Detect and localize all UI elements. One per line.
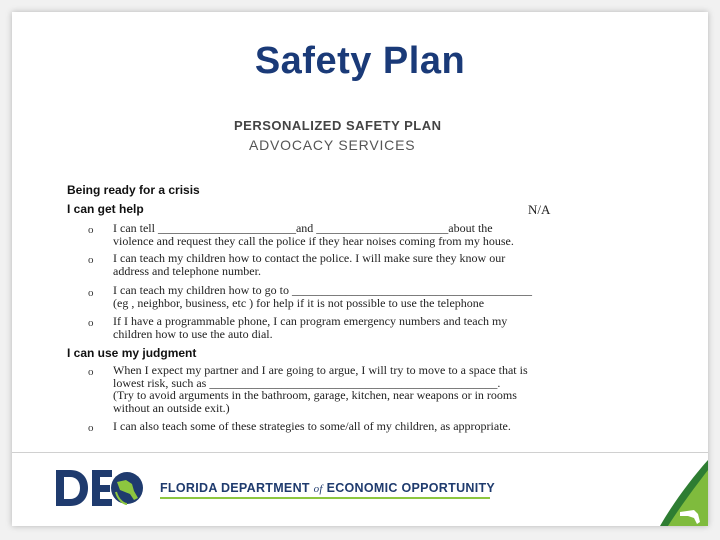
list-item (113, 364, 528, 414)
agency-underline (160, 497, 490, 499)
item-line: violence and request they call the police if they hear noises coming from my house. (113, 233, 514, 248)
list-bullet: o (88, 254, 94, 266)
document-subheading: ADVOCACY SERVICES (249, 137, 416, 153)
item-line: If I have a programmable phone, I can program emergency numbers and teach my (113, 314, 508, 328)
section-title-get-help: I can get help (67, 202, 144, 216)
list-item (113, 284, 532, 309)
list-bullet: o (88, 224, 94, 236)
item-line: address and telephone number. (113, 263, 261, 278)
item-line: (Try to avoid arguments in the bathroom, garage, kitchen, near weapons or in rooms (113, 388, 517, 402)
list-item (113, 252, 505, 277)
document-heading: PERSONALIZED SAFETY PLAN (234, 118, 442, 133)
item-line: I can tell _______________________and ______________________about the (113, 221, 493, 235)
section-title-judgment: I can use my judgment (67, 346, 197, 360)
item-line: without an outside exit.) (113, 400, 230, 415)
list-bullet: o (88, 317, 94, 329)
item-line: I can also teach some of these strategies to some/all of my children, as appropriate. (113, 419, 511, 433)
item-line: children how to use the auto dial. (113, 326, 273, 341)
florida-corner-graphic (660, 460, 708, 526)
item-line: lowest risk, such as ________________________________________________. (113, 375, 501, 390)
list-item (113, 315, 507, 340)
footer-divider (12, 452, 708, 453)
list-bullet: o (88, 287, 94, 299)
list-item (113, 420, 511, 433)
section-title-crisis: Being ready for a crisis (67, 183, 200, 197)
slide-title: Safety Plan (254, 40, 466, 82)
list-bullet: o (88, 422, 94, 434)
list-bullet: o (88, 366, 94, 378)
agency-name: FLORIDA DEPARTMENT of ECONOMIC OPPORTUNITY (160, 481, 496, 495)
list-item (113, 222, 514, 247)
item-line: I can teach my children how to go to ________________________________________ (113, 283, 532, 297)
item-line: I can teach my children how to contact the police. I will make sure they know our (113, 251, 506, 265)
item-line: (eg , neighbor, business, etc ) for help if it is not possible to use the telephone (113, 295, 485, 310)
deo-logo (54, 464, 144, 512)
item-line: When I expect my partner and I are going to argue, I will try to move to a space that is (113, 363, 528, 377)
na-label: N/A (528, 202, 551, 217)
